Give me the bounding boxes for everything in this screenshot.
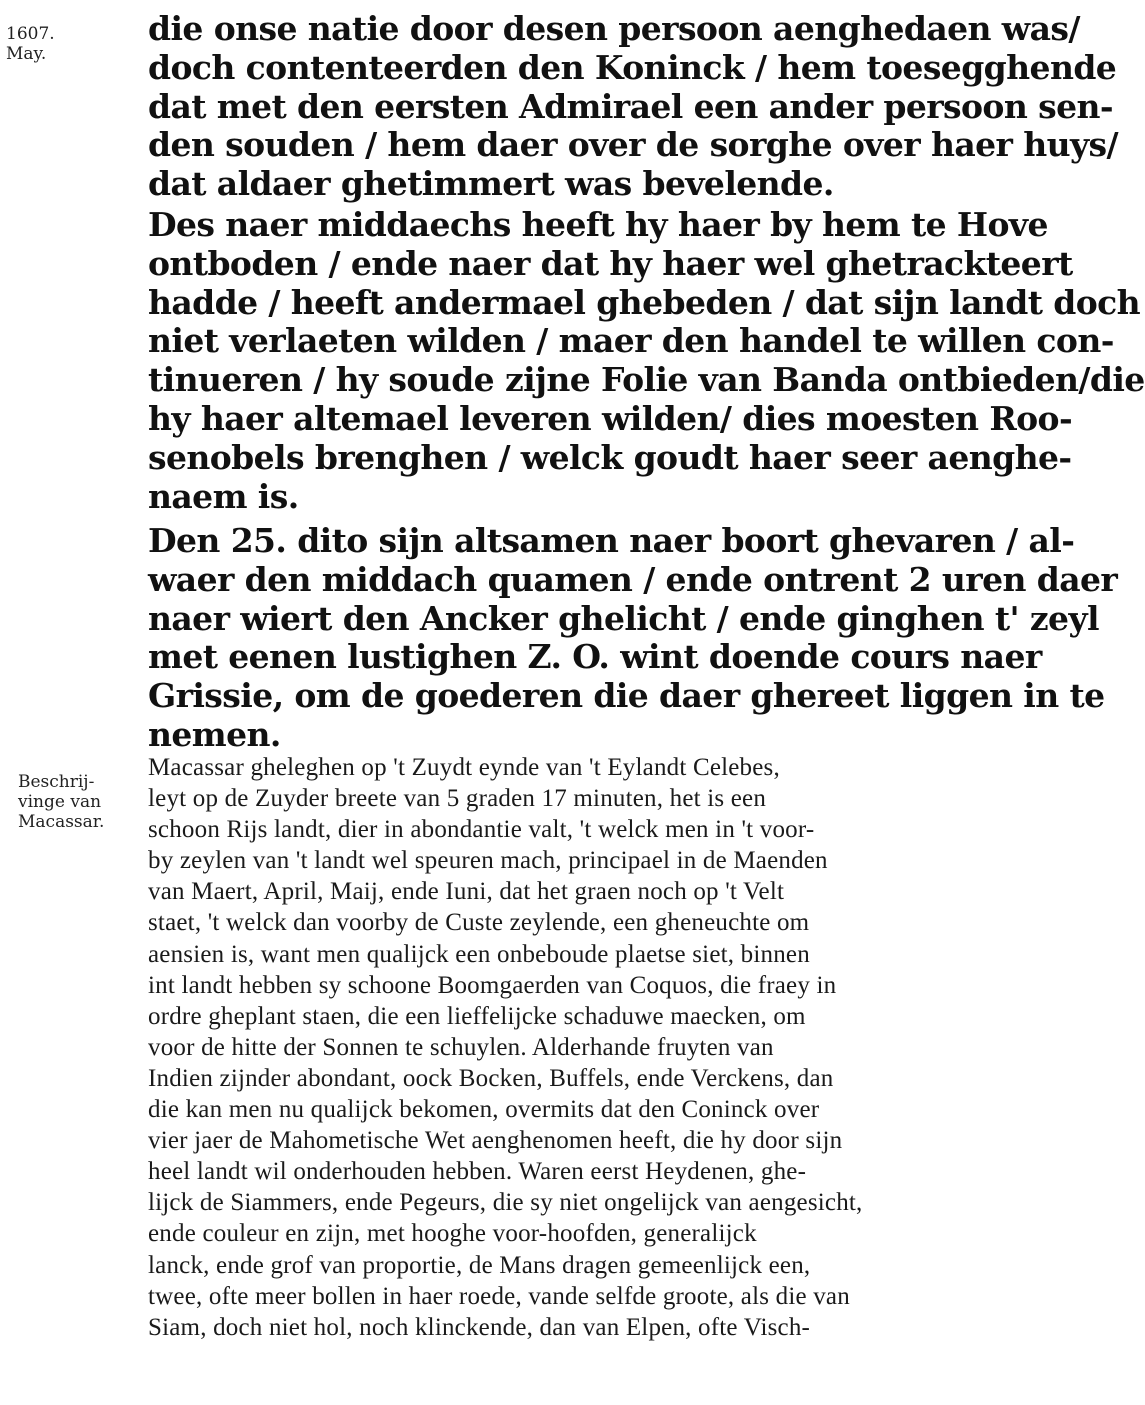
text-line: den souden / hem daer over de sorghe over haer huys/ (148, 125, 1118, 165)
text-line: hy haer altemael leveren wilden/ dies moesten Roo- (148, 398, 1073, 438)
margin-description-note (18, 772, 104, 832)
text-line: die onse natie door desen persoon aenghedaen was/ (148, 9, 1080, 48)
text-line: hadde / heeft andermael ghebeden / dat sijn landt doch (148, 282, 1141, 322)
text-line: dat met den eersten Admirael een ander persoon sen- (148, 86, 1113, 126)
text-line: die kan men nu qualijck bekomen, overmits dat den Coninck over (148, 1096, 820, 1124)
text-line: Den 25. dito sijn altsamen naer boort ghevaren / al- (148, 521, 1075, 560)
text-line: twee, ofte meer bollen in haer roede, vande selfde groote, als die van (148, 1282, 850, 1310)
text-line: Indien zijnder abondant, oock Bocken, Buffels, ende Verckens, dan (148, 1064, 834, 1092)
paragraph-4-macassar-description (148, 752, 1000, 1343)
text-line: Grissie, om de goederen die daer ghereet liggen in te (148, 676, 1105, 716)
text-line: voor de hitte der Sonnen te schuylen. Alderhande fruyten van (148, 1033, 774, 1061)
text-line: dat aldaer ghetimmert was bevelende. (148, 164, 834, 204)
text-line: ende couleur en zijn, met hooghe voor-hoofden, generalijck (148, 1220, 757, 1248)
text-line: niet verlaeten wilden / maer den handel te willen con- (148, 321, 1114, 361)
text-line: schoon Rijs landt, dier in abondantie valt, 't welck men in 't voor- (148, 816, 815, 844)
margin-description-line: Macassar. (18, 812, 105, 832)
margin-description-line: vinge van (18, 792, 102, 812)
text-line: naem is. (148, 476, 299, 516)
text-line: ontboden / ende naer dat hy haer wel ghetrackteert (148, 243, 1073, 283)
text-line: waer den middach quamen / ende ontrent 2 uren daer (148, 559, 1118, 599)
text-line: by zeylen van 't landt wel speuren mach, principael in de Maenden (148, 847, 828, 875)
text-line: leyt op de Zuyder breete van 5 graden 17 minuten, het is een (148, 785, 767, 813)
text-line: senobels brenghen / welck goudt haer seer aenghe- (148, 437, 1072, 477)
text-line: aensien is, want men qualijck een onbeboude plaetse siet, binnen (148, 940, 810, 968)
paragraph-2 (148, 205, 1145, 516)
text-line: Des naer middaechs heeft hy haer by hem te Hove (148, 205, 1048, 244)
margin-description-line: Beschrij- (18, 772, 95, 792)
margin-year: 1607. (6, 24, 55, 44)
paragraph-1 (148, 9, 1118, 204)
text-line: lijck de Siammers, ende Pegeurs, die sy niet ongelijck van aengesicht, (148, 1189, 863, 1217)
text-line: heel landt wil onderhouden hebben. Waren eerst Heydenen, ghe- (148, 1158, 807, 1186)
text-line: ordre gheplant staen, die een lieffelijcke schaduwe maecken, om (148, 1002, 806, 1030)
text-line: met eenen lustighen Z. O. wint doende cours naer (148, 637, 1042, 677)
text-line: naer wiert den Ancker ghelicht / ende ginghen t' zeyl (148, 598, 1099, 638)
text-line: lanck, ende grof van proportie, de Mans dragen gemeenlijck een, (148, 1251, 811, 1279)
text-line: int landt hebben sy schoone Boomgaerden van Coquos, die fraey in (148, 971, 837, 999)
paragraph-3 (148, 521, 1118, 755)
text-line: doch contenteerden den Koninck / hem toesegghende (148, 47, 1117, 87)
text-line: van Maert, April, Maij, ende Iuni, dat het graen noch op 't Velt (148, 878, 785, 906)
margin-month: May. (6, 44, 47, 64)
text-line: vier jaer de Mahometische Wet aenghenomen heeft, die hy door sijn (148, 1127, 843, 1155)
text-line: Siam, doch niet hol, noch klinckende, dan van Elpen, ofte Visch- (148, 1313, 811, 1341)
text-line: tinueren / hy soude zijne Folie van Banda ontbieden/die (148, 360, 1145, 400)
text-line: Macassar gheleghen op 't Zuydt eynde van 't Eylandt Celebes, (148, 754, 780, 781)
text-line: nemen. (148, 714, 281, 754)
margin-date-note (6, 24, 55, 64)
text-line: staet, 't welck dan voorby de Custe zeylende, een gheneuchte om (148, 909, 810, 937)
